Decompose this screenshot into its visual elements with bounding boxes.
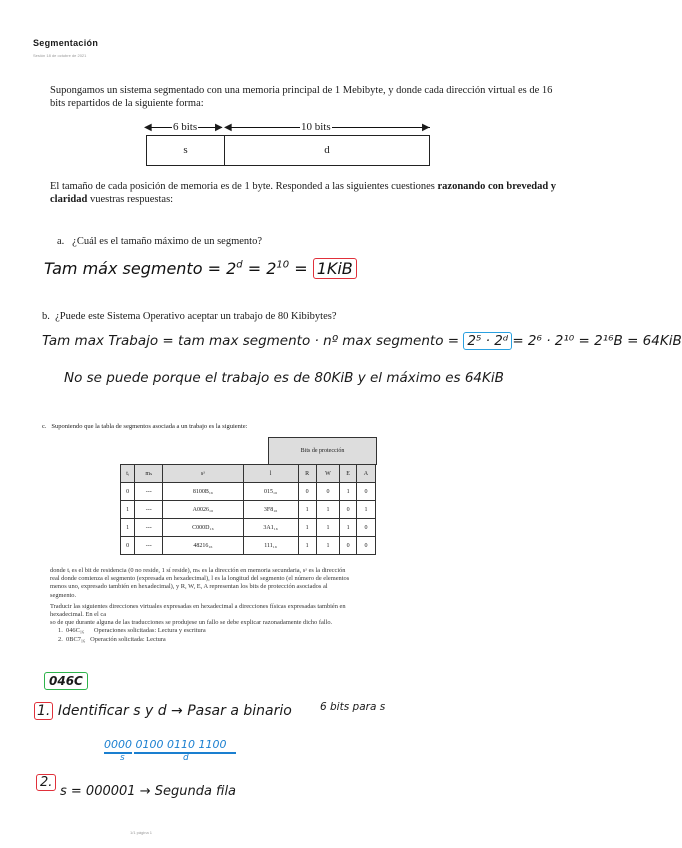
cell: C000D₁₆ <box>163 519 243 537</box>
col-a: A <box>356 465 375 483</box>
question-a-label: a. <box>57 236 65 247</box>
cell: --- <box>135 537 163 555</box>
explanation-line: menos uno, expresado también en hexadecimal), y R, W, E, A representan los bits de protección asociados al <box>50 583 328 591</box>
answer-a-exp-10: 10 <box>276 259 290 271</box>
question-c-label: c. <box>42 423 47 430</box>
col-w: W <box>316 465 340 483</box>
instructions-bold-2: claridad <box>50 194 88 205</box>
explanation-line: real donde comienza el segmento (expresada en hexadecimal), l es la longitud del segmento (el número de elementos <box>50 575 350 583</box>
page-meta: Sesión 18 de octubre de 2021 <box>33 53 87 58</box>
col-sa: sᵃ <box>163 465 243 483</box>
cell: 1 <box>316 537 340 555</box>
s-underline <box>104 752 132 754</box>
col-e: E <box>340 465 357 483</box>
instructions-b: vuestras respuestas: <box>87 194 174 205</box>
item-address: 0BC7₁₆ <box>66 635 86 643</box>
binary-d-label: d <box>183 753 189 763</box>
intro-text <box>50 84 580 110</box>
d-bits-label: 10 bits <box>301 121 331 133</box>
cell: 1 <box>340 519 357 537</box>
answer-b-formula: Tam max Trabajo = tam max segmento · nº max segmento = <box>42 333 460 349</box>
table-row <box>121 501 376 519</box>
s-bits-label: 6 bits <box>173 121 198 133</box>
cell: 3A1₁₆ <box>243 519 298 537</box>
answer-a-exp-d: d <box>236 259 243 271</box>
cell: --- <box>135 483 163 501</box>
answer-a-left: Tam máx segmento = 2 <box>44 259 237 278</box>
address-046c-box: 046C <box>44 672 88 690</box>
cell: 0 <box>298 483 316 501</box>
segment-table <box>120 464 376 555</box>
question-c <box>42 423 247 430</box>
cell: 1 <box>340 483 357 501</box>
explanation-text <box>50 567 580 644</box>
explanation-line: donde tᵢ es el bit de residencia (0 no reside, 1 sí reside), mₛ es la dirección en memoria secundaria, sᵃ es la dirección <box>50 567 346 574</box>
question-a-text: ¿Cuál es el tamaño máximo de un segmento? <box>72 236 262 247</box>
cell: 8100B₁₆ <box>163 483 243 501</box>
cell: 3F8₁₆ <box>243 501 298 519</box>
binary-address: 0000 0100 0110 1100 <box>104 738 227 751</box>
instructions-text <box>50 180 580 206</box>
explanation-line: so de que durante alguna de las traducciones se produjese un fallo se debe explicar razonadamente dicho fallo. <box>50 619 333 627</box>
cell: 1 <box>316 501 340 519</box>
cell: 1 <box>356 501 375 519</box>
instructions-bold: razonando con brevedad y <box>437 181 557 192</box>
cell: --- <box>135 519 163 537</box>
cell: 0 <box>356 519 375 537</box>
table-row <box>121 519 376 537</box>
answer-b-boxed: 2⁵ · 2ᵈ <box>463 332 512 350</box>
item-operation: Operaciones solicitadas: Lectura y escritura <box>93 627 206 635</box>
answer-b-line-2: No se puede porque el trabajo es de 80KiB y el máximo es 64KiB <box>64 370 504 386</box>
item-number: 2. <box>58 635 63 643</box>
cell: --- <box>135 501 163 519</box>
table-header-row <box>121 465 376 483</box>
cell: 0 <box>356 483 375 501</box>
explanation-line: segmento. <box>50 591 77 599</box>
cell: 1 <box>298 501 316 519</box>
table-row <box>121 537 376 555</box>
cell: 48216₁₆ <box>163 537 243 555</box>
question-b-text: ¿Puede este Sistema Operativo aceptar un trabajo de 80 Kibibytes? <box>55 311 337 322</box>
list-item <box>50 627 580 635</box>
cell: 015₁₆ <box>243 483 298 501</box>
answer-b-tail: = 2⁶ · 2¹⁰ = 2¹⁶B = 64KiB <box>512 333 682 349</box>
answer-a <box>44 259 357 278</box>
col-ti: tᵢ <box>121 465 135 483</box>
item-number: 1. <box>58 627 63 635</box>
answer-a-eq2: = 2 <box>242 259 277 278</box>
step-2-number: 2. <box>36 774 56 791</box>
cell: 1 <box>316 519 340 537</box>
item-operation: Operación solicitada: Lectura <box>90 635 166 643</box>
binary-s-label: s <box>120 753 125 763</box>
list-item <box>50 636 580 644</box>
answer-a-result: 1KiB <box>313 258 357 279</box>
arrow-right-icon: ▶ <box>422 122 430 133</box>
cell: 0 <box>316 483 340 501</box>
arrow-left-icon: ◀ <box>144 122 152 133</box>
step-1-number: 1. <box>34 702 53 720</box>
cell: 1 <box>298 537 316 555</box>
address-box <box>146 135 430 166</box>
explanation-line: Traducir las siguientes direcciones virtuales expresadas en hexadecimal a direcciones físicas expresadas también en <box>50 602 346 610</box>
question-a <box>57 236 262 247</box>
table-row <box>121 483 376 501</box>
step-1 <box>34 703 292 719</box>
intro-line-1: Supongamos un sistema segmentado con una memoria principal de 1 Mebibyte, y donde cada dirección virtual es de 16 <box>50 85 553 96</box>
cell: 0 <box>121 537 135 555</box>
explanation-line: hexadecimal. En el ca <box>50 611 107 619</box>
question-b <box>42 311 337 322</box>
protection-bits-header: Bits de protección <box>268 437 377 465</box>
cell: 1 <box>121 501 135 519</box>
instructions-a: El tamaño de cada posición de memoria es de 1 byte. Responded a las siguientes cuestiones <box>50 181 438 192</box>
cell: 0 <box>356 537 375 555</box>
item-address: 046C₁₆ <box>66 627 85 635</box>
col-r: R <box>298 465 316 483</box>
answer-a-eq3: = <box>289 259 313 278</box>
step-1-note: 6 bits para s <box>320 701 386 713</box>
arrow-right-icon: ▶ <box>215 122 223 133</box>
question-c-text: Suponiendo que la tabla de segmentos asociada a un trabajo es la siguiente: <box>51 423 248 430</box>
page-footer: 1/1 página 1 <box>130 830 153 835</box>
arrow-left-icon: ◀ <box>224 122 232 133</box>
cell: 0 <box>121 483 135 501</box>
cell: 111₁₆ <box>243 537 298 555</box>
cell: 1 <box>298 519 316 537</box>
cell: 0 <box>340 537 357 555</box>
page-title: Segmentación <box>33 38 99 48</box>
col-l: l <box>243 465 298 483</box>
intro-line-2: bits repartidos de la siguiente forma: <box>50 98 204 109</box>
d-field: d <box>324 144 330 156</box>
question-b-label: b. <box>42 311 50 322</box>
s-field: s <box>147 136 225 165</box>
bits-header <box>146 122 430 134</box>
col-ms: mₛ <box>135 465 163 483</box>
cell: 0 <box>340 501 357 519</box>
answer-b-line-1 <box>42 333 682 349</box>
step-1-text: Identificar s y d → Pasar a binario <box>57 703 292 719</box>
cell: A0026₁₆ <box>163 501 243 519</box>
cell: 1 <box>121 519 135 537</box>
step-2-text: s = 000001 → Segunda fila <box>60 784 237 799</box>
